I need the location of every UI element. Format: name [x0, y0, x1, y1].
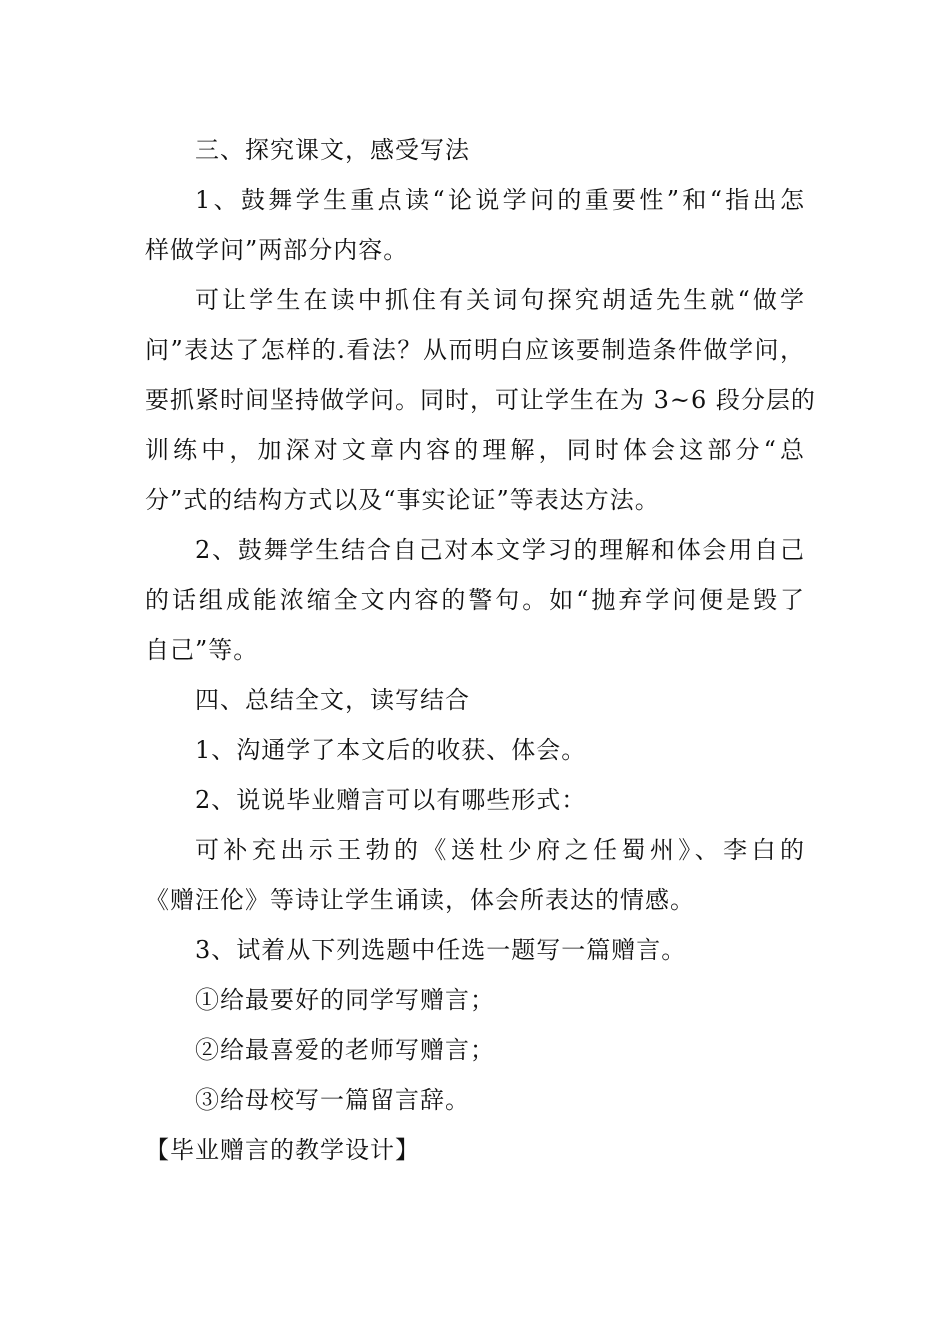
paragraph-line: 可补充出示王勃的《送杜少府之任蜀州》、李白的	[195, 836, 805, 864]
paragraph-line: 《赠汪伦》等诗让学生诵读，体会所表达的情感。	[145, 886, 695, 914]
paragraph-line: 1、鼓舞学生重点读“论说学问的重要性”和“指出怎	[195, 186, 805, 214]
paragraph-line: 2、说说毕业赠言可以有哪些形式：	[195, 786, 587, 814]
paragraph-line: 问”表达了怎样的.看法？从而明白应该要制造条件做学问，	[145, 336, 805, 364]
list-item: ①给最要好的同学写赠言；	[195, 986, 495, 1014]
list-item: ②给最喜爱的老师写赠言；	[195, 1036, 495, 1064]
paragraph-line: 的话组成能浓缩全文内容的警句。如“抛弃学问便是毁了	[145, 586, 805, 614]
paragraph-line: 2、鼓舞学生结合自己对本文学习的理解和体会用自己	[195, 536, 805, 564]
heading-section-4: 四、总结全文，读写结合	[195, 686, 470, 714]
paragraph-line: 自己”等。	[145, 636, 259, 664]
heading-section-3: 三、探究课文，感受写法	[195, 136, 470, 164]
paragraph-line: 训练中，加深对文章内容的理解，同时体会这部分“总	[145, 436, 805, 464]
section-title: 【毕业赠言的教学设计】	[145, 1136, 420, 1164]
paragraph-line: 要抓紧时间坚持做学问。同时，可让学生在为 3~6 段分层的	[145, 386, 816, 414]
paragraph-line: 样做学问”两部分内容。	[145, 236, 409, 264]
list-item: ③给母校写一篇留言辞。	[195, 1086, 470, 1114]
paragraph-line: 分”式的结构方式以及“事实论证”等表达方法。	[145, 486, 660, 514]
paragraph-line: 3、试着从下列选题中任选一题写一篇赠言。	[195, 936, 687, 964]
paragraph-line: 可让学生在读中抓住有关词句探究胡适先生就“做学	[195, 286, 805, 314]
paragraph-line: 1、沟通学了本文后的收获、体会。	[195, 736, 587, 764]
